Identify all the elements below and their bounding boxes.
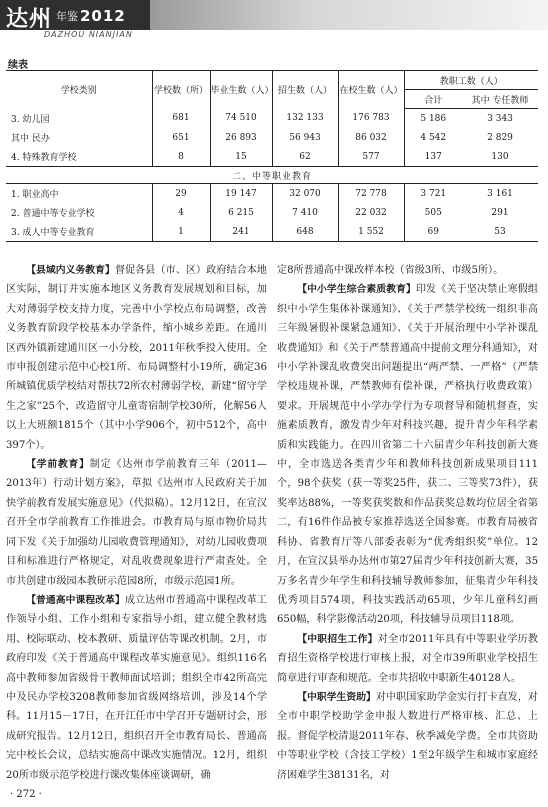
paragraph-preschool [6,455,267,591]
keyword-preschool: 【学前教育】 [26,459,90,471]
table-cell-name: 4. 特殊教育学校 [11,153,77,163]
table-cell-teachers: 291 [491,207,509,218]
continued-label: 续表 [8,60,28,71]
page-number: · 272 · [10,789,42,800]
table-cell-teachers: 130 [491,151,509,162]
table-row [6,222,538,242]
text-quality-education: 印发《关于坚决禁止寒假组织中小学生集体补课通知》、《关于严禁学校统一组织非高三年级暑假补课紧急通知》、《关于开展治理中小学补课乱收费通知》和《关于严禁普通高中提前文理分科通知》，对中小学补课乱收费突出问题提出“两严禁、一严格”（严禁学校违规补课，严禁教师有偿补课，严格执行收费政策）要求。开展规范中小学办学行为专项督导和随机督查，实施素质教育，激发青少年对科技兴趣，提升青少年科学素质和实践能力。在四川省第二十六届青少年科技创新大赛中，全市选送各类青少年和教师科技创新成果项目111个，98个获奖（获一等奖25件，获二、三等奖73件），获奖率达88%，一等奖获奖数和作品获奖总数均位居全省第二，有16件作品被专家推荐选送全国参赛。市教育局被省科协、省教育厅等八部委表彰为“优秀组织奖”单位。12月，在宣汉县举办达州市第27届青少年科技创新大赛，35万多名青少年学生和科技辅导教师参加，征集青少年科技优秀项目574项，科技实践活动65项，少年儿童科幻画650幅，科学影像活动20项，科技辅导员项目118项。 [277,284,539,626]
table-cell-in-school: 86 032 [338,128,404,147]
table-cell-name: 1. 职业高中 [11,190,59,200]
header-enrolled: 招生数（人） [272,71,338,109]
table-row [6,203,538,222]
table-cell-schools: 29 [152,184,210,204]
table-cell-schools: 1 [152,222,210,242]
table-cell-enrolled: 7 410 [272,203,338,222]
banner-year: 2012 [80,7,126,25]
table-cell-name: 3. 幼儿园 [11,114,50,125]
table-cell-name: 3. 成人中等专业教育 [6,222,152,242]
text-vocational-enrollment: 对全市2011年具有中等职业学历教育招生资格学校进行审核上报，对全市39所职业学校招生简章进行审查和规范。全市共招收中职新生40128人。 [277,633,539,684]
table-cell-staff: 137 [404,147,462,167]
paragraph-student-aid [277,688,538,785]
paragraph-vocational-enrollment [277,630,538,688]
table-cell-schools: 651 [152,128,210,147]
right-text-column [277,261,538,785]
header-staff-teachers: 其中 专任教师 [462,90,538,109]
table-cell-name: 其中 民办 [11,134,50,144]
table-row [6,184,538,204]
header-graduates: 毕业生数（人） [210,71,272,109]
yearbook-header-banner [0,0,548,46]
table-cell-in-school: 72 778 [338,184,404,204]
table-cell-teachers: 3 161 [487,188,513,199]
header-schools: 学校数（所） [152,71,210,109]
table-cell-name: 2. 普通中等专业学校 [11,209,95,219]
table-cell-schools: 681 [152,109,210,129]
keyword-student-aid: 【中职学生资助】 [297,691,376,703]
banner-english: DAZHOU NIANJIAN [44,30,133,39]
banner-title: 达州 [6,7,53,32]
text-county-education: 督促各县（市、区）政府结合本地区实际，制订并实施本地区义务教育发展规划和目标，加大对薄弱学校支持力度，完善中小学校点布局调整，改善义务教育阶段学校基本办学条件，缩小城乡差距。在通川区西外镇新建通川区一小分校，2011年秋季投入使用。全市申报创建示范中心校1所、布局调整村小19所，确定36所城镇优质学校结对帮扶72所农村薄弱学校，新建“留守学生之家”25个，改造留守儿童寄宿制学校30所，化解56人以上大班额1815个（其中小学906个，初中512个，高中397个）。 [6,265,268,451]
table-cell-in-school: 577 [338,147,404,167]
paragraph-quality-education [277,280,538,629]
table-cell-graduates: 15 [210,147,272,167]
table-cell-enrolled: 56 943 [272,128,338,147]
header-staff-total: 合计 [404,90,462,109]
banner-gradient-strip [150,0,548,30]
table-cell-graduates: 6 215 [210,203,272,222]
text-preschool: 制定《达州市学前教育三年（2011—2013年）行动计划方案》，草拟《达州市人民政府关于加快学前教育发展实施意见》（代拟稿）。12月12日，在宣汉召开全市学前教育工作推进会。市教育局与原市物价局共同下发《关于加强幼儿园收费管理通知》，对幼儿园收费项目和标准进行严格规定，对乱收费现象进行严肃查处。全市共创建市级园本教研示范园8所，市级示范园1所。 [6,459,268,587]
paragraph-continuation: 定8所普通高中课改样本校（省级3所、市级5所）。 [277,265,504,276]
table-cell-enrolled: 32 070 [272,184,338,204]
table-cell-teachers: 53 [462,222,538,242]
section-title: 二、中等职业教育 [6,167,538,184]
table-cell-graduates: 74 510 [210,109,272,129]
table-cell-staff: 505 [404,203,462,222]
table-row [6,128,538,147]
table-cell-in-school: 1 552 [338,222,404,242]
left-text-column [6,261,267,785]
table-cell-enrolled: 132 133 [272,109,338,129]
keyword-quality-education: 【中小学生综合素质教育】 [297,284,416,296]
keyword-curriculum-reform: 【普通高中课程改革】 [26,594,125,606]
table-cell-staff: 69 [404,222,462,242]
text-curriculum-reform: 成立达州市普通高中课程改革工作领导小组、工作小组和专家指导小组，建立健全教材选用、校际联动、校本教研、质量评估等课改机制。2月，市政府印发《关于普通高中课程改革实施意见》。组织116名高中教师参加省级骨干教师面试培训；组织全市42所高完中及民办学校3208教师参加省级网络培训，涉及14个学科。11月15－17日，在开江任市中学召开专题研讨会，形成研究报告。12月12日，组织召开全市教育局长、普通高完中校长会议，总结实施高中课改实施情况。12月，组织20所市级示范学校进行课改集体座谈调研，确 [6,594,268,781]
table-cell-schools: 8 [152,147,210,167]
table-cell-in-school: 22 032 [338,203,404,222]
paragraph-county-education [6,261,267,455]
text-student-aid: 对中职国家助学金实行打卡直发，对全市中职学校助学金申报人数进行严格审核、汇总、上报。督促学校清退2011年春、秋季减免学费。全市共资助中等职业学校（含技工学校）1至2年级学生和城市家庭经济困难学生38131名，对 [277,691,539,781]
table-cell-graduates: 241 [210,222,272,242]
header-staff: 教职工数（人） [404,71,538,90]
table-cell-staff: 5 186 [404,109,462,129]
header-in-school: 在校生数（人） [338,71,404,109]
table-cell-enrolled: 648 [272,222,338,242]
table-row [6,109,538,129]
table-row [6,147,538,167]
keyword-county-education: 【县域内义务教育】 [26,265,115,276]
banner-subtitle: 年鉴 [56,10,78,23]
table-cell-enrolled: 62 [272,147,338,167]
keyword-vocational-enrollment: 【中职招生工作】 [297,633,378,645]
table-cell-staff: 4 542 [404,128,462,147]
table-cell-graduates: 19 147 [210,184,272,204]
table-cell-in-school: 176 783 [338,109,404,129]
table-cell-teachers: 2 829 [487,132,513,143]
table-cell-staff: 3 721 [404,184,462,204]
table-cell-schools: 4 [152,203,210,222]
table-cell-graduates: 26 893 [210,128,272,147]
header-category: 学校类别 [60,86,97,97]
education-statistics-table [6,70,538,242]
table-cell-teachers: 3 343 [487,113,513,124]
paragraph-curriculum-reform [6,591,267,785]
